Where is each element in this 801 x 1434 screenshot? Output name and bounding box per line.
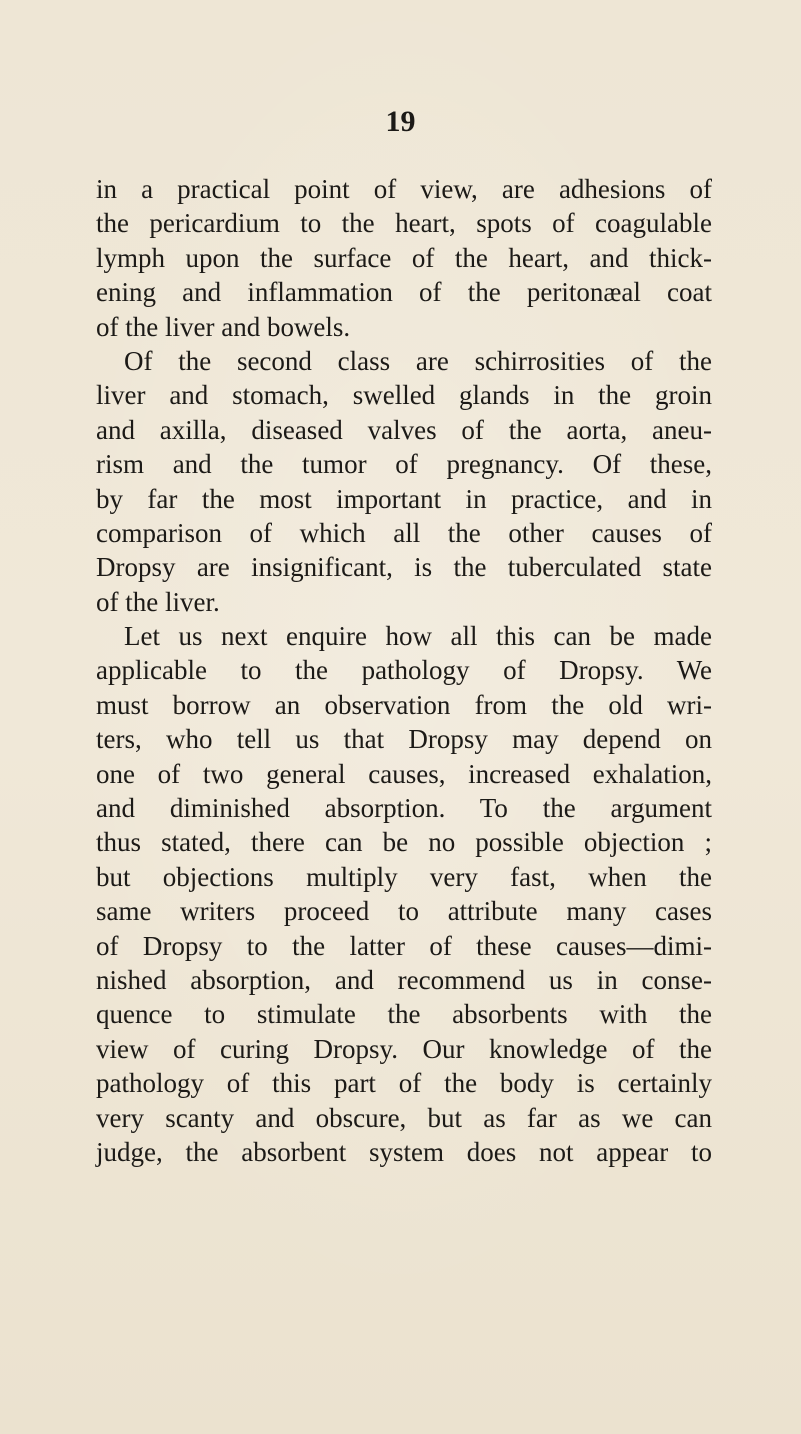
text-line: Dropsy are insignificant, is the tuberculated state (96, 552, 712, 583)
text-line: ters, who tell us that Dropsy may depend on (96, 724, 712, 755)
text-line: quence to stimulate the absorbents with the (96, 999, 712, 1030)
text-line: same writers proceed to attribute many cases (96, 896, 712, 927)
text-line: lymph upon the surface of the heart, and thick- (96, 242, 712, 273)
text-line: and diminished absorption. To the argument (96, 793, 712, 824)
text-line: in a practical point of view, are adhesions of (96, 174, 712, 204)
text-line: applicable to the pathology of Dropsy. We (96, 655, 712, 686)
text-line: of the liver. (96, 586, 220, 617)
text-line: but objections multiply very fast, when the (96, 861, 712, 892)
text-line: pathology of this part of the body is certainly (96, 1068, 712, 1099)
text-line: nished absorption, and recommend us in conse- (96, 964, 712, 995)
body-text (96, 172, 712, 1169)
text-line: liver and stomach, swelled glands in the groin (96, 380, 712, 411)
text-line: the pericardium to the heart, spots of coagulable (96, 208, 712, 239)
text-line: of Dropsy to the latter of these causes—dimi- (96, 930, 712, 961)
text-line: judge, the absorbent system does not appear to (96, 1136, 712, 1167)
text-line: one of two general causes, increased exhalation, (96, 758, 712, 789)
text-line: comparison of which all the other causes of (96, 517, 712, 548)
text-line: Let us next enquire how all this can be made (124, 621, 712, 652)
text-line: thus stated, there can be no possible objection ; (96, 827, 712, 858)
text-line: must borrow an observation from the old wri- (96, 689, 712, 720)
text-line: Of the second class are schirrosities of the (124, 345, 712, 376)
text-line: by far the most important in practice, and in (96, 483, 712, 514)
text-line: of the liver and bowels. (96, 311, 351, 342)
text-line: and axilla, diseased valves of the aorta, aneu- (96, 414, 712, 445)
text-line: rism and the tumor of pregnancy. Of these, (96, 449, 712, 480)
text-line: view of curing Dropsy. Our knowledge of the (96, 1033, 712, 1064)
text-line: ening and inflammation of the peritonæal coat (96, 277, 712, 308)
page-number: 19 (385, 105, 416, 138)
text-line: very scanty and obscure, but as far as we can (96, 1102, 712, 1133)
